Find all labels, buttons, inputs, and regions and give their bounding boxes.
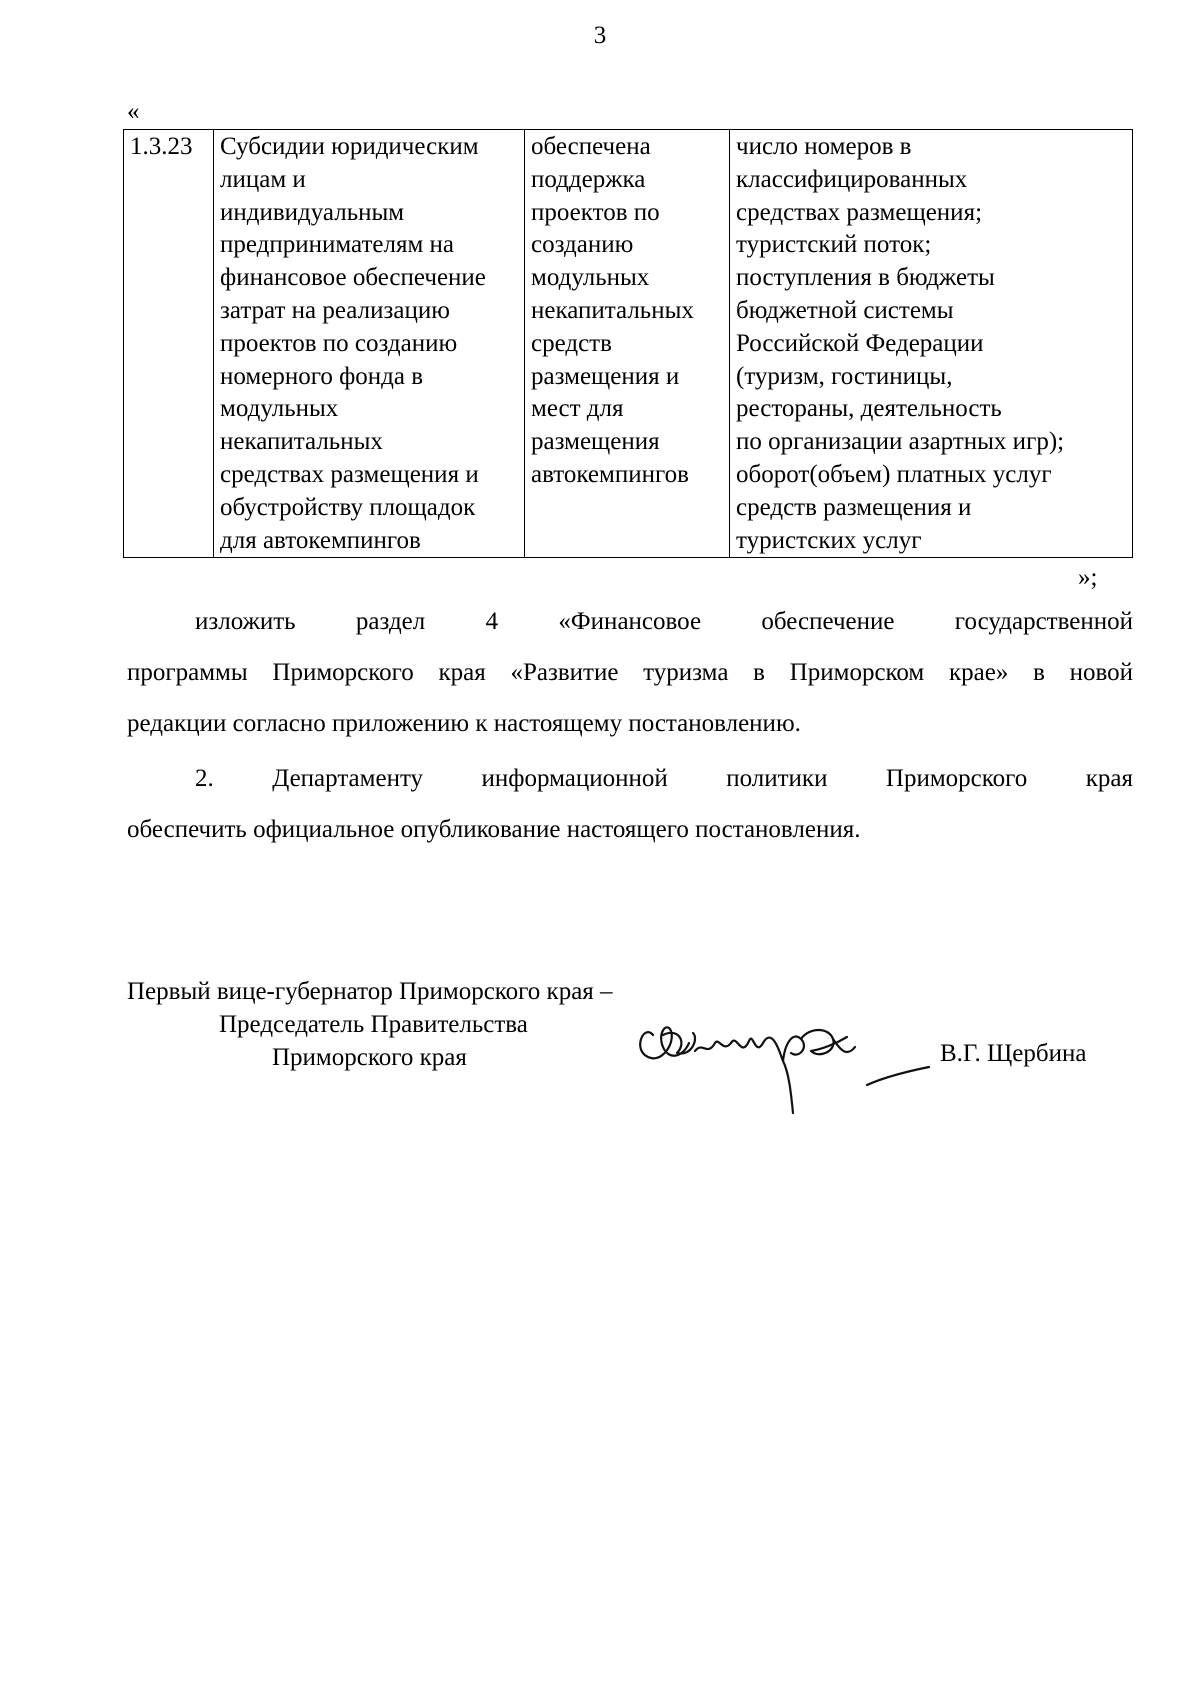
cell-line: некапитальных — [220, 428, 383, 456]
cell-line: средств размещения и — [736, 493, 972, 521]
cell-line: классифицированных — [736, 165, 968, 193]
cell-line: созданию — [531, 231, 634, 259]
paragraph-2-line-1: 2. Департаменту информационной политики Приморского края — [195, 765, 1133, 792]
cell-line: Российской Федерации — [736, 329, 984, 357]
cell-line: размещения и — [531, 362, 680, 390]
cell-line: обеспечена — [531, 133, 651, 160]
cell-line: средств — [531, 329, 612, 357]
cell-line: модульных — [220, 395, 339, 423]
cell-line: некапитальных — [531, 296, 694, 324]
cell-line: финансовое обеспечение — [220, 264, 486, 292]
signatory-title — [127, 975, 613, 1074]
cell-line: бюджетной системы — [736, 296, 954, 324]
cell-line: затрат на реализацию — [220, 296, 450, 324]
cell-line: для автокемпингов — [220, 526, 421, 554]
paragraph-1 — [127, 596, 1133, 749]
paragraph-2 — [127, 753, 1133, 855]
table-row — [124, 130, 1133, 558]
paragraph-2-line-2: обеспечить официальное опубликование настоящего постановления. — [127, 816, 861, 843]
cell-line: мест для — [531, 395, 624, 423]
cell-line: (туризм, гостиницы, — [736, 362, 953, 390]
expected-result-cell — [525, 130, 730, 558]
indicators-cell — [730, 130, 1133, 558]
cell-line: оборот(объем) платных услуг — [736, 460, 1052, 488]
measure-name-cell — [214, 130, 525, 558]
cell-line: предпринимателям на — [220, 231, 455, 259]
cell-line: число номеров в — [736, 133, 912, 160]
closing-quote-mark: »; — [1078, 564, 1098, 591]
cell-line: обустройству площадок — [220, 493, 476, 521]
cell-line: средствах размещения и — [220, 460, 479, 488]
page-number: 3 — [593, 22, 607, 49]
cell-line: лицам и — [220, 165, 306, 193]
signatory-name: В.Г. Щербина — [940, 1040, 1087, 1067]
signatory-title-line-2: Председатель Правительства — [219, 1011, 528, 1038]
cell-line: туристский поток; — [736, 231, 932, 259]
cell-line: средствах размещения; — [736, 198, 983, 226]
cell-line: индивидуальным — [220, 198, 405, 226]
cell-line: туристских услуг — [736, 526, 922, 554]
opening-quote-mark: « — [127, 98, 140, 125]
program-table — [123, 129, 1133, 558]
cell-line: проектов по созданию — [220, 329, 458, 357]
paragraph-1-line-3: редакции согласно приложению к настоящему постановлению. — [127, 710, 801, 737]
cell-line: размещения — [531, 428, 660, 456]
signatory-title-line-3: Приморского края — [272, 1044, 467, 1071]
cell-line: Субсидии юридическим — [220, 133, 479, 160]
paragraph-1-line-1: изложить раздел 4 «Финансовое обеспечение государственной — [195, 608, 1133, 635]
cell-line: рестораны, деятельность — [736, 395, 1002, 423]
cell-line: автокемпингов — [531, 460, 689, 488]
row-number: 1.3.23 — [130, 133, 193, 160]
handwritten-signature-icon — [633, 1013, 933, 1123]
signatory-title-line-1: Первый вице-губернатор Приморского края – — [127, 978, 613, 1005]
cell-line: поступления в бюджеты — [736, 264, 995, 292]
cell-line: модульных — [531, 264, 650, 292]
cell-line: номерного фонда в — [220, 362, 424, 390]
row-number-cell — [124, 130, 214, 558]
cell-line: по организации азартных игр); — [736, 428, 1065, 456]
cell-line: поддержка — [531, 165, 646, 193]
paragraph-1-line-2: программы Приморского края «Развитие туризма в Приморском крае» в новой — [127, 659, 1133, 686]
cell-line: проектов по — [531, 198, 660, 226]
